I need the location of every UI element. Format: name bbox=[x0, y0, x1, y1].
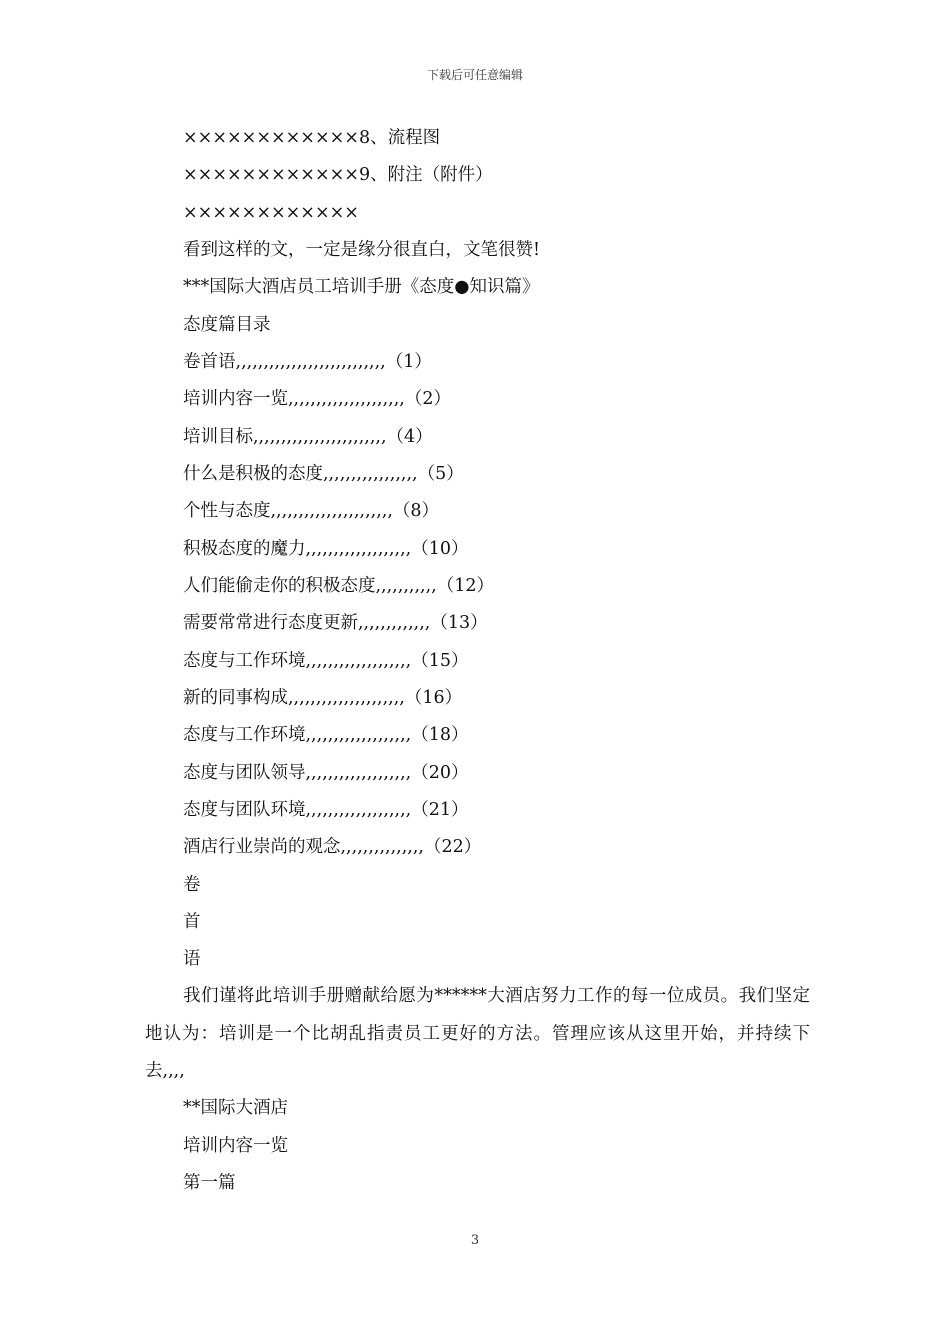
page-header: 下载后可任意编辑 bbox=[426, 68, 523, 82]
manual-title: ***国际大酒店员工培训手册《态度●知识篇》 bbox=[183, 277, 540, 297]
toc-item: 个性与态度,,,,,,,,,,,,,,,,,,,,,,（8） bbox=[183, 501, 440, 521]
page-number: 3 bbox=[470, 1233, 480, 1248]
toc-item: 新的同事构成,,,,,,,,,,,,,,,,,,,,,（16） bbox=[183, 688, 463, 708]
comment-line: 看到这样的文，一定是缘分很直白，文笔很赞! bbox=[183, 240, 541, 260]
toc-item: 态度与工作环境,,,,,,,,,,,,,,,,,,,（15） bbox=[183, 651, 469, 671]
placeholder-line: ×××××××××××× bbox=[183, 203, 359, 223]
hotel-name: **国际大酒店 bbox=[183, 1098, 288, 1118]
toc-item: 态度与团队环境,,,,,,,,,,,,,,,,,,,（21） bbox=[183, 800, 469, 820]
toc-item: 卷首语,,,,,,,,,,,,,,,,,,,,,,,,,,,（1） bbox=[183, 352, 432, 372]
toc-heading: 态度篇目录 bbox=[183, 315, 271, 335]
chapter-heading: 第一篇 bbox=[183, 1173, 236, 1193]
toc-item: 什么是积极的态度,,,,,,,,,,,,,,,,,（5） bbox=[183, 464, 464, 484]
toc-item: 酒店行业崇尚的观念,,,,,,,,,,,,,,,（22） bbox=[183, 837, 482, 857]
preface-paragraph: 我们谨将此培训手册赠献给愿为******大酒店努力工作的每一位成员。我们坚定地认为：培训是一个比胡乱指责员工更好的方法。管理应该从这里开始，并持续下去,,,, bbox=[145, 986, 810, 1081]
toc-item: 态度与团队领导,,,,,,,,,,,,,,,,,,,（20） bbox=[183, 763, 469, 783]
vertical-title-char: 卷 bbox=[183, 875, 201, 895]
vertical-title-char: 首 bbox=[183, 912, 201, 932]
toc-item: 培训内容一览,,,,,,,,,,,,,,,,,,,,,（2） bbox=[183, 389, 451, 409]
toc-item: 积极态度的魔力,,,,,,,,,,,,,,,,,,,（10） bbox=[183, 539, 469, 559]
appendix-line: ××××××××××××9、附注（附件） bbox=[183, 165, 493, 185]
toc-item: 人们能偷走你的积极态度,,,,,,,,,,,（12） bbox=[183, 576, 494, 596]
toc-item: 需要常常进行态度更新,,,,,,,,,,,,,（13） bbox=[183, 613, 488, 633]
toc-item: 培训目标,,,,,,,,,,,,,,,,,,,,,,,,（4） bbox=[183, 427, 433, 447]
vertical-title-char: 语 bbox=[183, 949, 201, 969]
toc-item: 态度与工作环境,,,,,,,,,,,,,,,,,,,（18） bbox=[183, 725, 469, 745]
flow-chart-line: ××××××××××××8、流程图 bbox=[183, 128, 441, 148]
section-heading: 培训内容一览 bbox=[183, 1136, 288, 1156]
